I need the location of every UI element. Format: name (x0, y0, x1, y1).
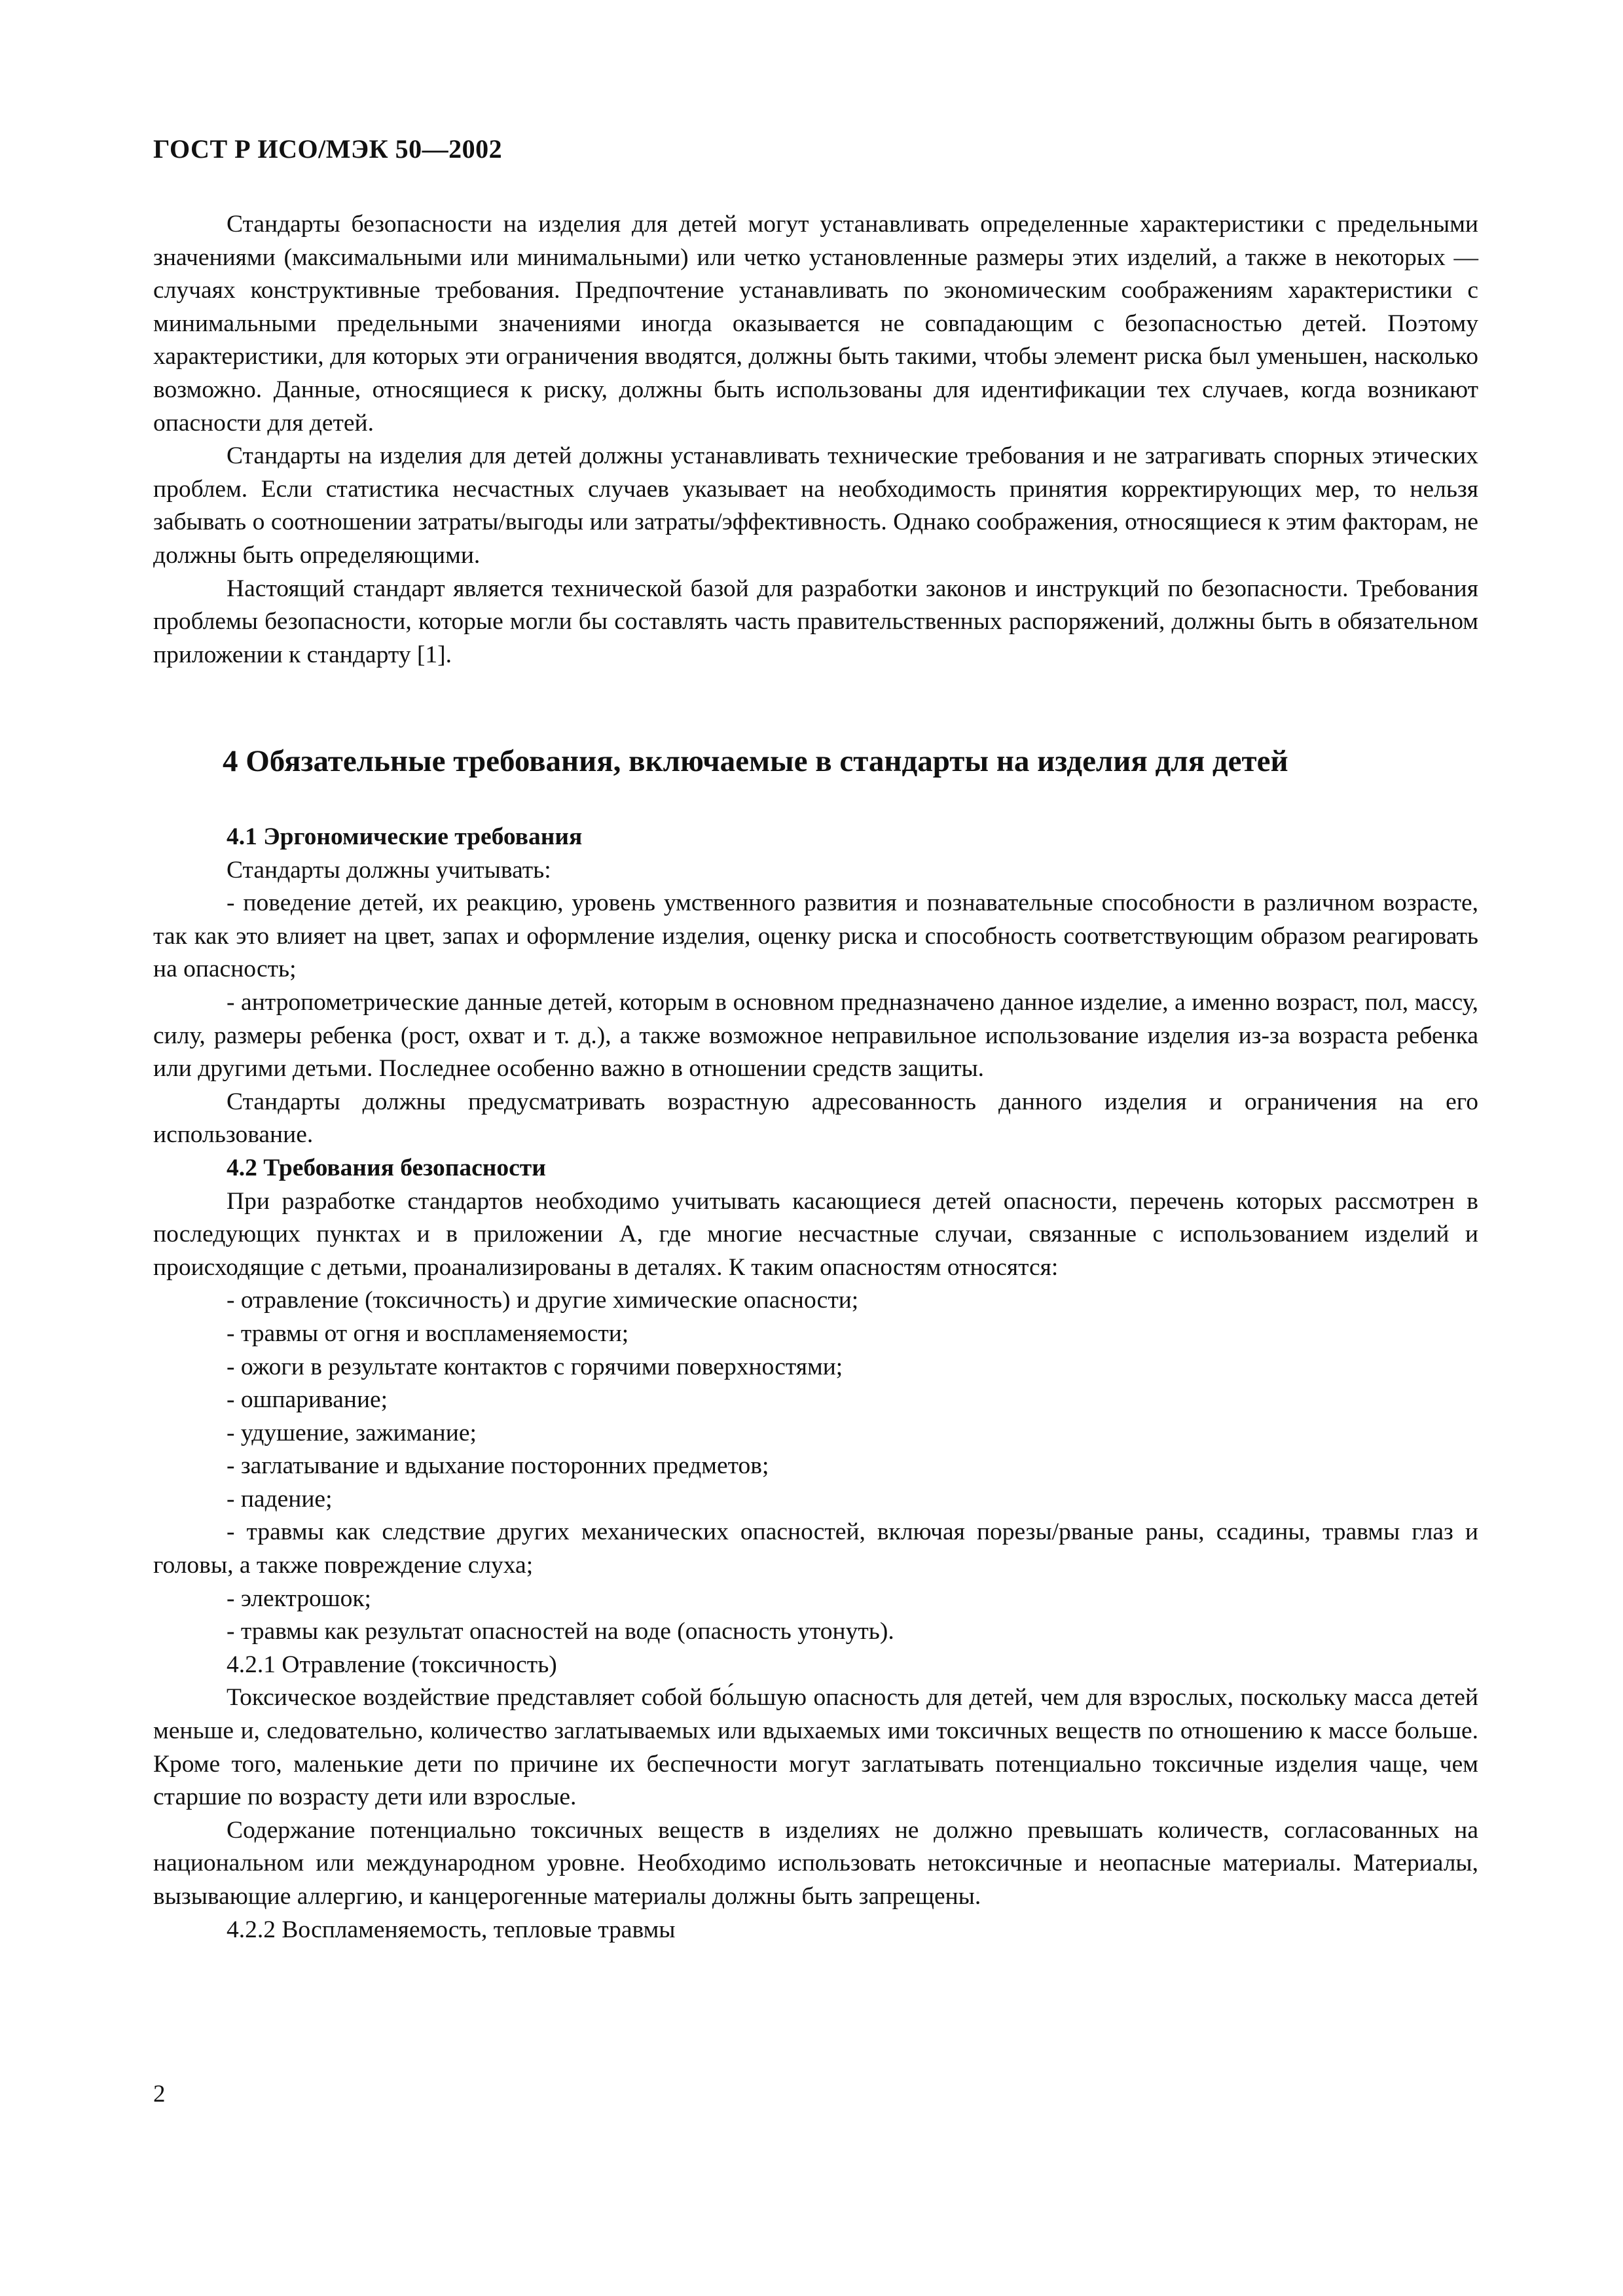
hazard-list-item: - травмы как результат опасностей на воде (опасность утонуть). (227, 1618, 894, 1645)
section-4-title: 4 Обязательные требования, включаемые в стандарты на изделия для детей (223, 744, 1288, 778)
paragraph: Стандарты на изделия для детей должны устанавливать технические требования и не затрагивать спорных этических проблем. Если статистика несчастных случаев указывает на необходимость принятия корректирующих мер, то нельзя забывать о соотношении затраты/выгоды или затраты/эффективность. Однако соображения, относящиеся к этим факторам, не должны быть определяющими. (153, 442, 1478, 569)
paragraph: Настоящий стандарт является технической базой для разработки законов и инструкций по безопасности. Требования проблемы безопасности, которые могли бы составлять часть правительственных распоряжений, должны быть в обязательном приложении к стандарту [1]. (153, 575, 1478, 668)
subsection-4-2-heading: 4.2 Требования безопасности (227, 1154, 546, 1181)
paragraph: Стандарты должны учитывать: (227, 856, 551, 884)
hazard-list-item: - ошпаривание; (227, 1386, 388, 1414)
list-item: - поведение детей, их реакцию, уровень умственного развития и познавательные способности в различном возрасте, так как это влияет на цвет, запах и оформление изделия, оценку риска и способность соответствующим образом реагировать на опасность; (153, 889, 1478, 983)
paragraph: При разработке стандартов необходимо учитывать касающиеся детей опасности, перечень которых рассмотрен в последующих пунктах и в приложении А, где многие несчастные случаи, связанные с использованием изделий и происходящие с детьми, проанализированы в деталях. К таким опасностям относятся: (153, 1187, 1478, 1281)
hazard-list-item: - электрошок; (227, 1585, 371, 1612)
hazard-list-item: - удушение, зажимание; (227, 1419, 477, 1446)
hazard-list-item: - падение; (227, 1485, 333, 1513)
paragraph: Содержание потенциально токсичных веществ в изделиях не должно превышать количеств, согласованных на национальном или международном уровне. Необходимо использовать нетоксичные и неопасные материалы. Материалы, вызывающие аллергию, и канцерогенные материалы должны быть запрещены. (153, 1816, 1478, 1910)
paragraph: Стандарты должны предусматривать возрастную адресованность данного изделия и ограничения на его использование. (153, 1088, 1478, 1149)
subsection-4-2-1-heading: 4.2.1 Отравление (токсичность) (227, 1651, 557, 1678)
page-number: 2 (153, 2081, 166, 2108)
hazard-list-item: - травмы от огня и воспламеняемости; (227, 1319, 629, 1347)
hazard-list-item: - отравление (токсичность) и другие химические опасности; (227, 1287, 859, 1314)
list-item: - антропометрические данные детей, которым в основном предназначено данное изделие, а именно возраст, пол, массу, силу, размеры ребенка (рост, охват и т. д.), а также возможное неправильное использование изделия из-за возраста ребенка или другими детьми. Последнее особенно важно в отношении средств защиты. (153, 988, 1478, 1083)
section-4-body (153, 821, 1478, 1946)
hazard-list-item: - травмы как следствие других механических опасностей, включая порезы/рваные раны, ссадины, травмы глаз и головы, а также повреждение слуха; (153, 1518, 1478, 1579)
intro-text (153, 208, 1478, 672)
subsection-4-1-heading: 4.1 Эргономические требования (227, 823, 583, 850)
paragraph: Токсическое воздействие представляет собой бо́льшую опасность для детей, чем для взрослых, поскольку масса детей меньше и, следовательно, количество заглатываемых или вдыхаемых ими токсичных веществ по отношению к массе больше. Кроме того, маленькие дети по причине их беспечности могут заглатывать потенциально токсичные изделия чаще, чем старшие по возрасту дети или взрослые. (153, 1684, 1478, 1811)
document-header: ГОСТ Р ИСО/МЭК 50—2002 (153, 134, 503, 164)
paragraph: Стандарты безопасности на изделия для детей могут устанавливать определенные характеристики с предельными значениями (максимальными или минимальными) или четко установленные размеры этих изделий, а также в некоторых — случаях конструктивные требования. Предпочтение устанавливать по экономическим соображениям характеристики с минимальными предельными значениями иногда оказывается не совпадающим с безопасностью детей. Поэтому характеристики, для которых эти ограничения вводятся, должны быть такими, чтобы элемент риска был уменьшен, насколько возможно. Данные, относящиеся к риску, должны быть использованы для идентификации тех случаев, когда возникают опасности для детей. (153, 211, 1478, 437)
hazard-list-item: - ожоги в результате контактов с горячими поверхностями; (227, 1353, 843, 1380)
subsection-4-2-2-heading: 4.2.2 Воспламеняемость, тепловые травмы (227, 1916, 676, 1943)
hazard-list-item: - заглатывание и вдыхание посторонних предметов; (227, 1452, 769, 1480)
